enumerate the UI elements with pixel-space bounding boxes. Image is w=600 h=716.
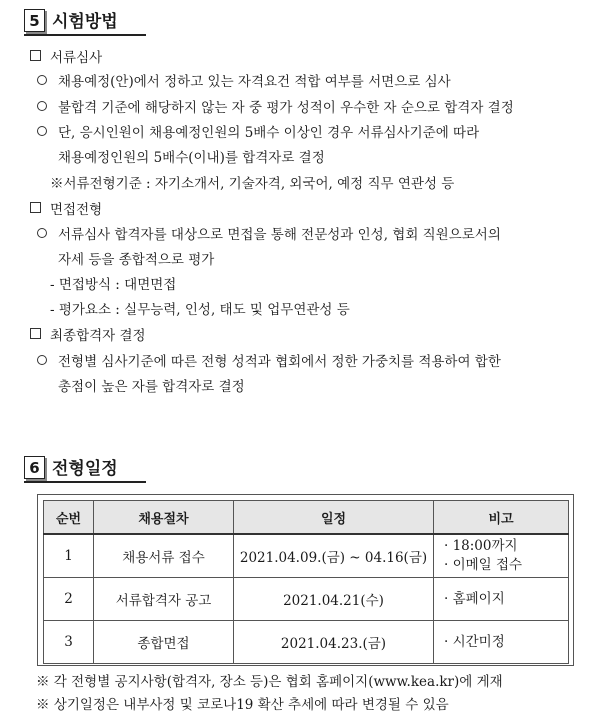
section-6-underline bbox=[24, 481, 146, 483]
section-5-underline bbox=[24, 34, 146, 36]
list-item-dash: - 평가요소 : 실무능력, 인성, 태도 및 업무연관성 등 bbox=[50, 302, 350, 318]
column-header-step: 채용절차 bbox=[94, 501, 234, 535]
footnote: ※ 각 전형별 공지사항(합격자, 장소 등)은 협회 홈페이지(www.kea.kr)에 게재 bbox=[36, 674, 503, 690]
column-header-date: 일정 bbox=[234, 501, 434, 535]
list-item-continuation: 자세 등을 종합적으로 평가 bbox=[58, 252, 215, 268]
cell-step: 채용서류 접수 bbox=[94, 534, 234, 578]
list-item-continuation: 총점이 높은 자를 합격자로 결정 bbox=[58, 379, 245, 395]
list-item: 서류심사 합격자를 대상으로 면접을 통해 전문성과 인성, 협회 직원으로서의 bbox=[37, 225, 501, 245]
table-row bbox=[44, 578, 569, 621]
section-6-title: 전형일정 bbox=[52, 459, 118, 479]
footnote: ※ 상기일정은 내부사정 및 코로나19 확산 추세에 따라 변경될 수 있음 bbox=[36, 697, 449, 713]
list-item: 서류심사 bbox=[30, 48, 102, 68]
list-item-continuation: 채용예정인원의 5배수(이내)를 합격자로 결정 bbox=[58, 150, 325, 166]
section-6-header bbox=[24, 456, 118, 479]
column-header-no: 순번 bbox=[44, 501, 94, 535]
circle-bullet-icon bbox=[37, 355, 47, 365]
section-5-title: 시험방법 bbox=[52, 12, 118, 32]
circle-bullet-icon bbox=[37, 228, 47, 238]
cell-date: 2021.04.23.(금) bbox=[234, 621, 434, 664]
schedule-table bbox=[43, 500, 569, 664]
list-item: 최종합격자 결정 bbox=[30, 326, 146, 346]
circle-bullet-icon bbox=[37, 126, 47, 136]
column-header-notes: 비고 bbox=[434, 501, 569, 535]
list-item: 전형별 심사기준에 따른 전형 성적과 협회에서 정한 가중치를 적용하여 합한 bbox=[37, 352, 501, 372]
list-item-dash: - 면접방식 : 대면면접 bbox=[50, 277, 177, 293]
list-item: 채용예정(안)에서 정하고 있는 자격요건 적합 여부를 서면으로 심사 bbox=[37, 72, 451, 92]
cell-notes: · 홈페이지 bbox=[434, 578, 569, 621]
cell-no: 3 bbox=[44, 621, 94, 664]
square-bullet-icon bbox=[30, 202, 41, 213]
section-6-number: 6 bbox=[24, 456, 45, 479]
cell-no: 2 bbox=[44, 578, 94, 621]
list-item: 면접전형 bbox=[30, 200, 102, 220]
cell-date: 2021.04.21(수) bbox=[234, 578, 434, 621]
circle-bullet-icon bbox=[37, 101, 47, 111]
section-5-number: 5 bbox=[24, 9, 45, 32]
table-row bbox=[44, 534, 569, 578]
cell-no: 1 bbox=[44, 534, 94, 578]
table-header-row bbox=[44, 501, 569, 535]
list-item: 불합격 기준에 해당하지 않는 자 중 평가 성적이 우수한 자 순으로 합격자 결정 bbox=[37, 98, 514, 118]
square-bullet-icon bbox=[30, 328, 41, 339]
cell-date: 2021.04.09.(금) ~ 04.16(금) bbox=[234, 534, 434, 578]
list-item: 단, 응시인원이 채용예정인원의 5배수 이상인 경우 서류심사기준에 따라 bbox=[37, 123, 479, 143]
criteria-note: ※서류전형기준 : 자기소개서, 기술자격, 외국어, 예정 직무 연관성 등 bbox=[50, 176, 455, 192]
cell-notes: · 시간미정 bbox=[434, 621, 569, 664]
circle-bullet-icon bbox=[37, 75, 47, 85]
cell-step: 서류합격자 공고 bbox=[94, 578, 234, 621]
table-row bbox=[44, 621, 569, 664]
cell-notes: · 18:00까지 · 이메일 접수 bbox=[434, 534, 569, 578]
square-bullet-icon bbox=[30, 50, 41, 61]
cell-step: 종합면접 bbox=[94, 621, 234, 664]
section-5-header bbox=[24, 9, 118, 32]
